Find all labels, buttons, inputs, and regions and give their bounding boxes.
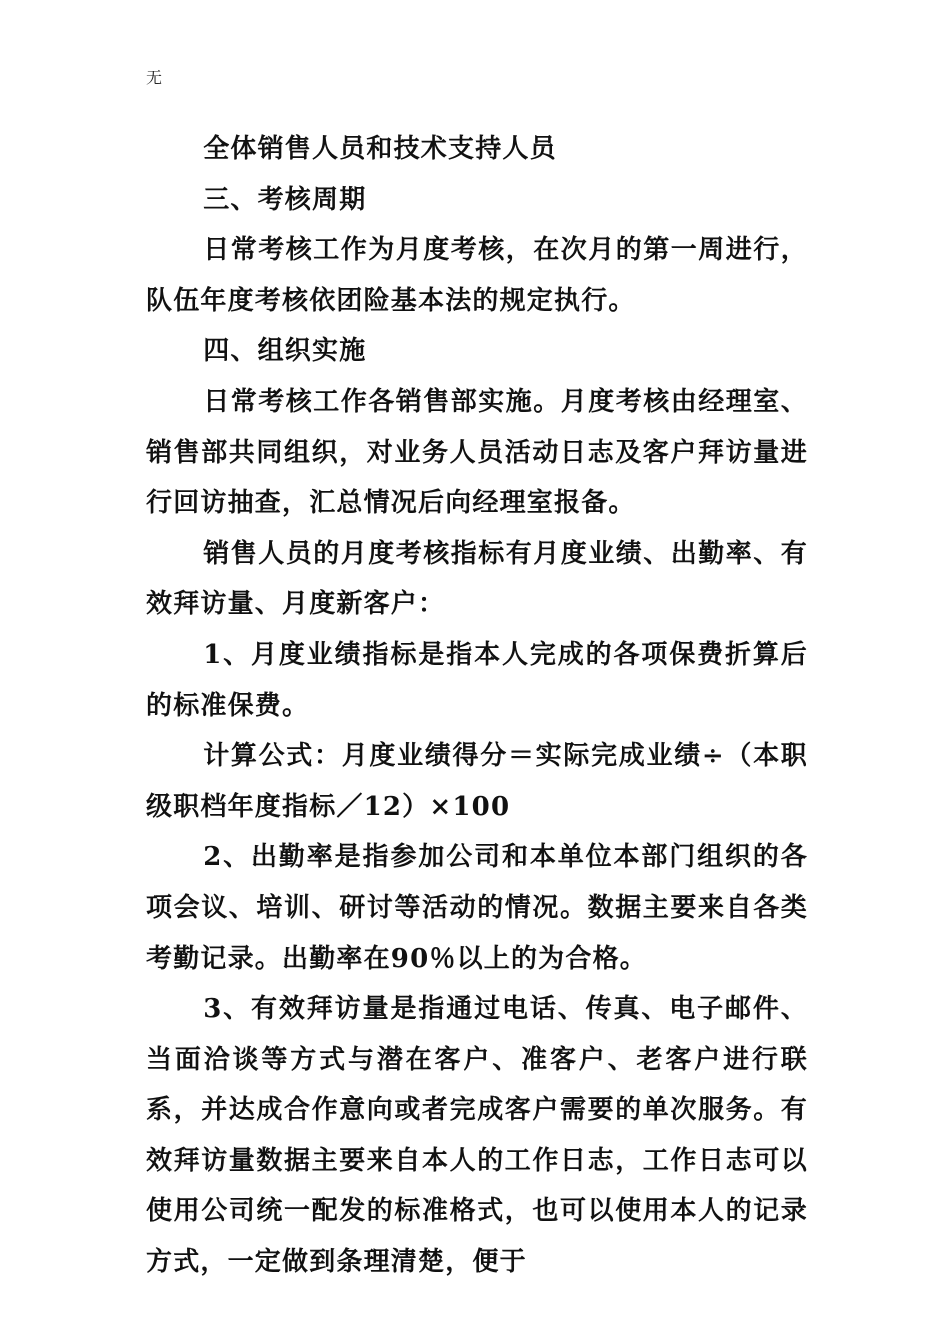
paragraph-implementation: 日常考核工作各销售部实施。月度考核由经理室、销售部共同组织，对业务人员活动日志及客户拜访量进行回访抽查，汇总情况后向经理室报备。 [146, 386, 808, 519]
section-heading-implementation: 四、组织实施 [203, 336, 367, 367]
paragraph-period: 日常考核工作为月度考核，在次月的第一周进行，队伍年度考核依团险基本法的规定执行。 [146, 235, 808, 316]
paragraph-indicator-attendance: 2、出勤率是指参加公司和本单位本部门组织的各项会议、培训、研讨等活动的情况。数据主要来自各类考勤记录。出勤率在90％以上的为合格。 [146, 842, 808, 974]
paragraph-indicator-performance: 1、月度业绩指标是指本人完成的各项保费折算后的标准保费。 [146, 639, 808, 721]
paragraph-indicator-visits: 3、有效拜访量是指通过电话、传真、电子邮件、当面洽谈等方式与潜在客户、准客户、老客户进行联系，并达成合作意向或者完成客户需要的单次服务。有效拜访量数据主要来自本人的工作日志，工作日志可以使用公司统一配发的标准格式，也可以使用本人的记录方式，一定做到条理清楚，便于 [146, 994, 808, 1278]
section-heading-period: 三、考核周期 [203, 184, 367, 215]
header-note: 无 [146, 68, 163, 87]
paragraph-indicators: 销售人员的月度考核指标有月度业绩、出勤率、有效拜访量、月度新客户： [146, 538, 808, 620]
paragraph-formula: 计算公式：月度业绩得分＝实际完成业绩÷（本职级职档年度指标／12）×100 [146, 741, 808, 822]
document-body [146, 124, 808, 1288]
paragraph-scope: 全体销售人员和技术支持人员 [203, 134, 557, 164]
